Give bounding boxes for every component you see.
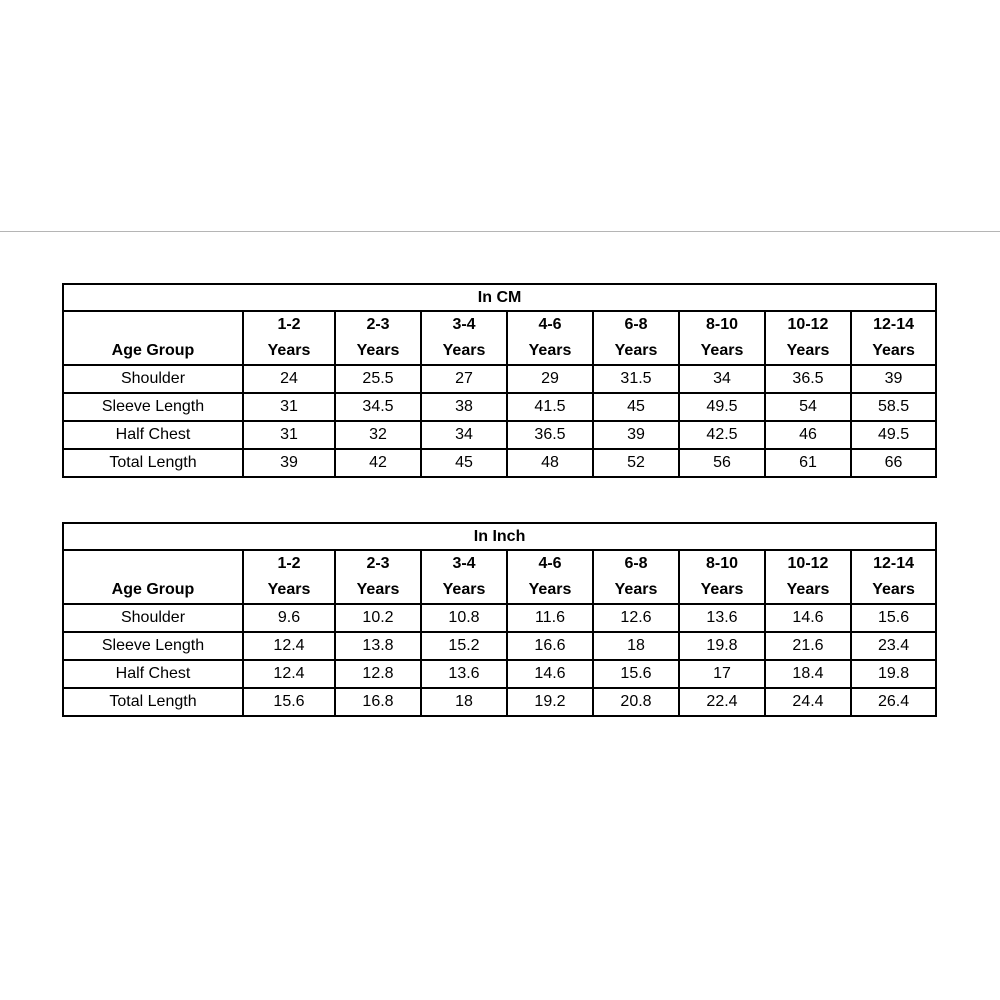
measurement-value: 15.2 <box>421 632 507 660</box>
measurement-value: 49.5 <box>679 393 765 421</box>
measurement-value: 56 <box>679 449 765 477</box>
measurement-label: Shoulder <box>63 604 243 632</box>
age-column-header <box>421 550 507 604</box>
measurement-value: 18.4 <box>765 660 851 688</box>
age-group-header: Age Group <box>63 311 243 365</box>
age-range: 10-12 <box>787 316 829 333</box>
age-range: 8-10 <box>705 316 739 333</box>
measurement-value: 39 <box>243 449 335 477</box>
age-unit: Years <box>356 342 400 359</box>
size-table-inch <box>62 522 937 717</box>
measurement-label: Half Chest <box>63 421 243 449</box>
measurement-label: Sleeve Length <box>63 632 243 660</box>
measurement-value: 19.8 <box>679 632 765 660</box>
age-unit: Years <box>356 581 400 598</box>
measurement-label: Total Length <box>63 449 243 477</box>
measurement-value: 12.4 <box>243 632 335 660</box>
measurement-value: 38 <box>421 393 507 421</box>
measurement-value: 15.6 <box>851 604 936 632</box>
measurement-label: Total Length <box>63 688 243 716</box>
measurement-value: 29 <box>507 365 593 393</box>
table-row <box>63 632 936 660</box>
measurement-value: 31 <box>243 393 335 421</box>
measurement-value: 12.6 <box>593 604 679 632</box>
table-title: In Inch <box>63 523 936 550</box>
age-column-header <box>243 550 335 604</box>
measurement-label: Half Chest <box>63 660 243 688</box>
measurement-value: 14.6 <box>507 660 593 688</box>
size-table-cm <box>62 283 937 478</box>
measurement-value: 27 <box>421 365 507 393</box>
measurement-value: 32 <box>335 421 421 449</box>
age-unit: Years <box>442 342 486 359</box>
measurement-value: 48 <box>507 449 593 477</box>
age-column-header <box>593 550 679 604</box>
measurement-value: 24 <box>243 365 335 393</box>
measurement-value: 10.2 <box>335 604 421 632</box>
table-row <box>63 421 936 449</box>
measurement-value: 16.8 <box>335 688 421 716</box>
measurement-value: 41.5 <box>507 393 593 421</box>
age-column-header <box>335 550 421 604</box>
table-row <box>63 604 936 632</box>
table-row <box>63 365 936 393</box>
age-unit: Years <box>528 581 572 598</box>
measurement-value: 24.4 <box>765 688 851 716</box>
age-range: 4-6 <box>538 316 562 333</box>
measurement-value: 34.5 <box>335 393 421 421</box>
measurement-value: 34 <box>679 365 765 393</box>
age-range: 3-4 <box>452 316 476 333</box>
measurement-value: 15.6 <box>593 660 679 688</box>
measurement-value: 13.6 <box>679 604 765 632</box>
age-range: 4-6 <box>538 555 562 572</box>
measurement-value: 18 <box>593 632 679 660</box>
measurement-value: 15.6 <box>243 688 335 716</box>
measurement-value: 26.4 <box>851 688 936 716</box>
measurement-label: Shoulder <box>63 365 243 393</box>
measurement-value: 23.4 <box>851 632 936 660</box>
table-row <box>63 449 936 477</box>
measurement-value: 14.6 <box>765 604 851 632</box>
age-range: 2-3 <box>366 555 390 572</box>
age-unit: Years <box>614 342 658 359</box>
table-title: In CM <box>63 284 936 311</box>
age-column-header <box>421 311 507 365</box>
measurement-value: 45 <box>593 393 679 421</box>
age-column-header <box>679 550 765 604</box>
age-column-header <box>765 311 851 365</box>
age-unit: Years <box>442 581 486 598</box>
age-range: 6-8 <box>624 316 648 333</box>
measurement-value: 42.5 <box>679 421 765 449</box>
age-unit: Years <box>614 581 658 598</box>
age-column-header <box>335 311 421 365</box>
measurement-value: 22.4 <box>679 688 765 716</box>
measurement-value: 20.8 <box>593 688 679 716</box>
age-unit: Years <box>267 581 311 598</box>
age-range: 10-12 <box>787 555 829 572</box>
measurement-value: 61 <box>765 449 851 477</box>
measurement-value: 39 <box>851 365 936 393</box>
age-column-header <box>507 311 593 365</box>
measurement-value: 9.6 <box>243 604 335 632</box>
measurement-value: 25.5 <box>335 365 421 393</box>
age-range: 1-2 <box>277 316 301 333</box>
age-unit: Years <box>700 581 744 598</box>
measurement-value: 16.6 <box>507 632 593 660</box>
measurement-value: 54 <box>765 393 851 421</box>
age-unit: Years <box>528 342 572 359</box>
measurement-value: 36.5 <box>507 421 593 449</box>
measurement-value: 31.5 <box>593 365 679 393</box>
measurement-value: 31 <box>243 421 335 449</box>
age-unit: Years <box>872 581 915 598</box>
measurement-value: 13.6 <box>421 660 507 688</box>
measurement-value: 21.6 <box>765 632 851 660</box>
age-column-header <box>243 311 335 365</box>
measurement-label: Sleeve Length <box>63 393 243 421</box>
table-row <box>63 688 936 716</box>
measurement-value: 17 <box>679 660 765 688</box>
age-column-header <box>679 311 765 365</box>
age-column-header <box>507 550 593 604</box>
age-unit: Years <box>267 342 311 359</box>
measurement-value: 12.8 <box>335 660 421 688</box>
age-range: 12-14 <box>873 316 915 333</box>
measurement-value: 19.2 <box>507 688 593 716</box>
age-range: 1-2 <box>277 555 301 572</box>
age-column-header <box>851 311 936 365</box>
measurement-value: 13.8 <box>335 632 421 660</box>
measurement-value: 45 <box>421 449 507 477</box>
age-range: 6-8 <box>624 555 648 572</box>
measurement-value: 49.5 <box>851 421 936 449</box>
age-range: 12-14 <box>873 555 915 572</box>
age-unit: Years <box>786 581 830 598</box>
age-group-header: Age Group <box>63 550 243 604</box>
age-unit: Years <box>700 342 744 359</box>
table-row <box>63 393 936 421</box>
measurement-value: 46 <box>765 421 851 449</box>
measurement-value: 11.6 <box>507 604 593 632</box>
measurement-value: 39 <box>593 421 679 449</box>
measurement-value: 36.5 <box>765 365 851 393</box>
measurement-value: 66 <box>851 449 936 477</box>
measurement-value: 12.4 <box>243 660 335 688</box>
age-unit: Years <box>786 342 830 359</box>
measurement-value: 34 <box>421 421 507 449</box>
measurement-value: 58.5 <box>851 393 936 421</box>
measurement-value: 52 <box>593 449 679 477</box>
measurement-value: 42 <box>335 449 421 477</box>
age-range: 8-10 <box>705 555 739 572</box>
horizontal-divider <box>0 231 1000 232</box>
age-column-header <box>765 550 851 604</box>
age-column-header <box>851 550 936 604</box>
age-range: 2-3 <box>366 316 390 333</box>
age-column-header <box>593 311 679 365</box>
age-range: 3-4 <box>452 555 476 572</box>
measurement-value: 10.8 <box>421 604 507 632</box>
measurement-value: 19.8 <box>851 660 936 688</box>
measurement-value: 18 <box>421 688 507 716</box>
table-row <box>63 660 936 688</box>
age-unit: Years <box>872 342 915 359</box>
